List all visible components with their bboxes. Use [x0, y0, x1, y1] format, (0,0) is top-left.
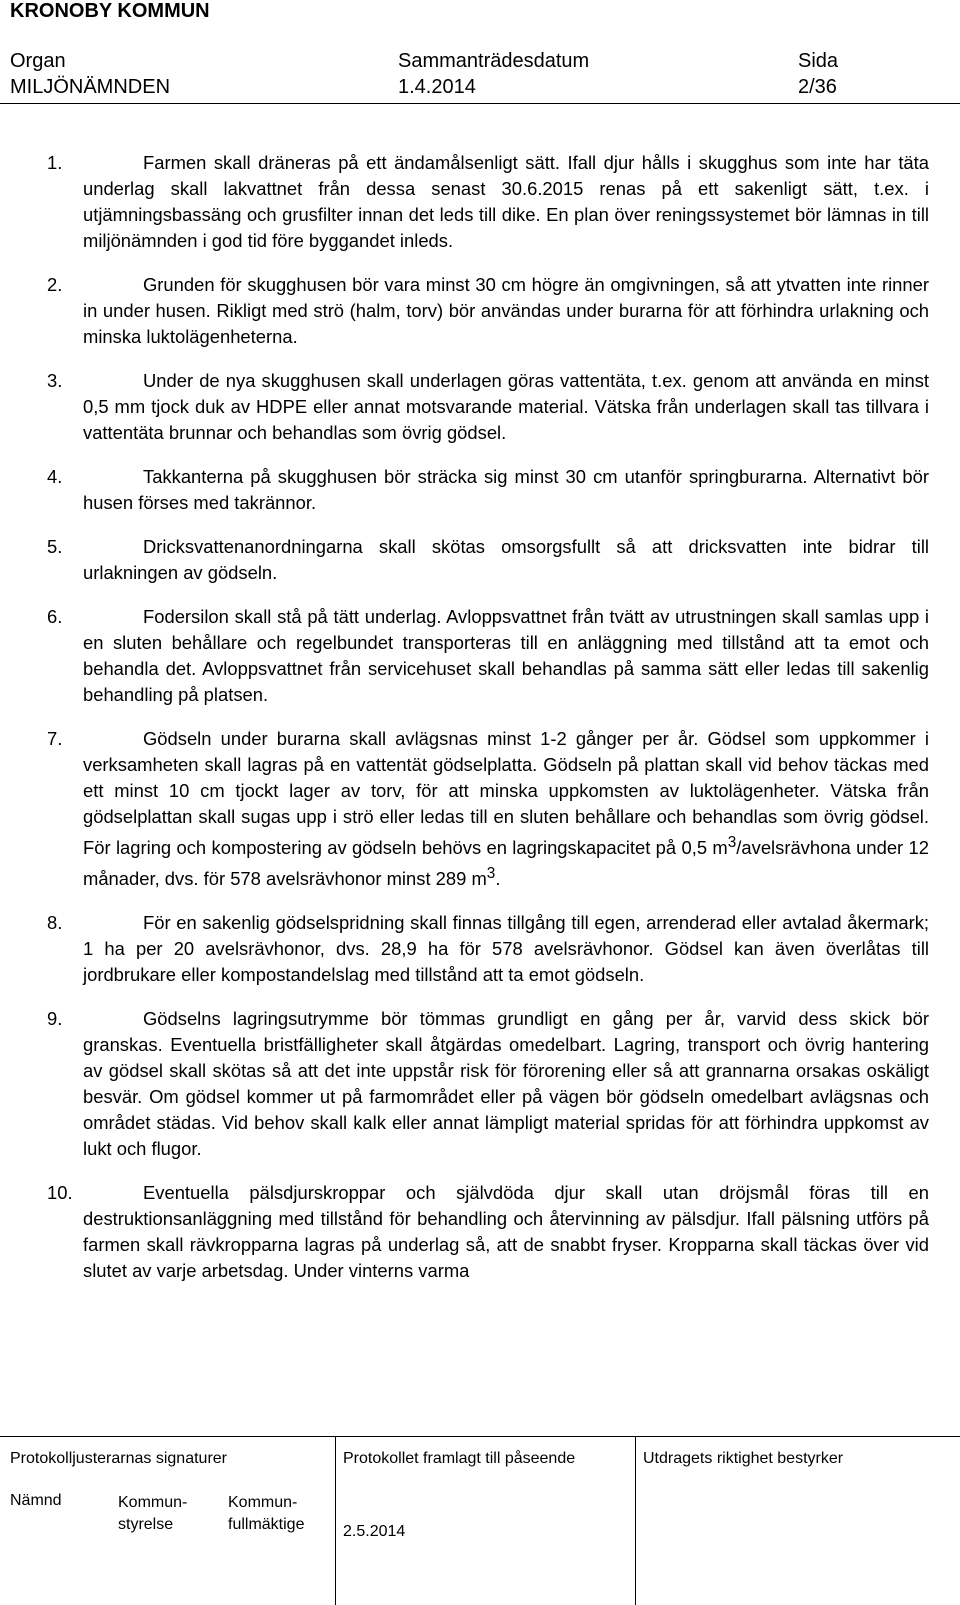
signature-col-namnd: Nämnd: [10, 1492, 62, 1509]
footer-separator: [335, 1436, 336, 1605]
item-text: Farmen skall dräneras på ett ändamålsenligt sätt. Ifall djur hålls i skugghus som inte har täta underlag skall lakvattnet från dessa senast 30.6.2015 renas på ett sakenligt sätt, t.ex. i utjämningsbassäng och grusfilter innan det leds till dike. En plan över reningssystemet bör lämnas in till miljönämnden i god tid före byggandet inleds.: [83, 152, 929, 251]
list-item: [0, 368, 929, 446]
page-label: Sida: [798, 50, 839, 72]
list-item: [0, 534, 929, 586]
list-item: [0, 272, 929, 350]
list-item: [0, 910, 929, 988]
item-number: 2.: [47, 274, 63, 295]
item-text: Fodersilon skall stå på tätt underlag. Avloppsvattnet från tvätt av utrustningen skall samlas upp i en sluten behållare och regelbundet transporteras till en anläggning med tillstånd att ta emot och behandla det. Avloppsvattnet från servicehuset skall behandlas på samma sätt eller ledas till sakenlig behandling på platsen.: [83, 606, 929, 705]
list-item: [0, 1006, 929, 1162]
item-text: För en sakenlig gödselspridning skall finnas tillgång till egen, arrenderad eller avtalad åkermark; 1 ha per 20 avelsrävhonor, dvs. 28,9 ha för 578 avelsrävhonor. Gödsel kan även överlåtas till jordbrukare eller kompostandelslag med tillstånd att ta emot gödseln.: [83, 912, 929, 986]
page-value: 2/36: [798, 76, 837, 98]
item-number: 5.: [47, 536, 63, 557]
item-number: 4.: [47, 466, 63, 487]
item-number: 9.: [47, 1008, 63, 1030]
displayed-date: 2.5.2014: [343, 1523, 406, 1540]
organ-label: Organ: [10, 50, 66, 72]
list-item: [0, 464, 929, 516]
superscript: 3: [727, 834, 737, 851]
list-item: [0, 726, 929, 892]
item-number: 3.: [47, 370, 63, 391]
item-text: .: [495, 868, 501, 890]
item-number: 10.: [47, 1182, 73, 1204]
list-item: [0, 150, 929, 254]
item-text: Gödselns lagringsutrymme bör tömmas grundligt en gång per år, varvid dess skick bör granskas. Eventuella bristfälligheter skall åtgärdas omedelbart. Lagring, transport och övrig hantering av gödsel skall skötas så att det inte uppstår risk för förorening eller så att grannarna orsakas oskäligt besvär. Om gödsel kommer ut på farmområdet eller på vägen bör gödseln omedelbart avlägsnas och området städas. Vid behov skall kalk eller annat lämpligt material spridas för att förhindra uppkomst av lukt och flugor.: [83, 1008, 929, 1160]
municipality-name: KRONOBY KOMMUN: [10, 0, 210, 22]
conditions-list: [0, 150, 960, 1302]
item-text: Grunden för skugghusen bör vara minst 30 cm högre än omgivningen, så att ytvatten inte rinner in under husen. Rikligt med strö (halm, torv) bör användas under burarna för att förhindra urlakning och minska luktolägenheterna.: [83, 274, 929, 347]
item-text: Gödseln under burarna skall avlägsnas minst 1-2 gånger per år. Gödsel som uppkommer i verksamheten skall lagras på en vattentät gödselplatta. Gödseln på plattan skall vid behov täckas med ett minst 10 cm tjockt lager av torv, för att minska uppkomsten av luktolägenheter. Vätska från gödselplattan skall sugas upp i strö eller ledas till en sluten behållare och behandlas som övrig gödsel. För lagring och kompostering av gödseln behövs en lagringskapacitet på 0,5 m: [83, 728, 929, 859]
signature-footer: [0, 1436, 960, 1605]
list-item: [0, 604, 929, 708]
date-value: 1.4.2014: [398, 76, 476, 98]
item-number: 1.: [47, 152, 63, 173]
item-number: 7.: [47, 728, 63, 749]
footer-divider: [0, 1436, 960, 1437]
organ-value: MILJÖNÄMNDEN: [10, 76, 171, 98]
item-text: Takkanterna på skugghusen bör sträcka sig minst 30 cm utanför springburarna. Alternativt bör husen förses med takrännor.: [83, 466, 929, 513]
item-number: 6.: [47, 606, 63, 627]
item-text: /avelsrävhona under 12 månader, dvs. för 578 avelsrävhonor minst 289 m: [83, 837, 929, 890]
header-divider: [0, 103, 960, 104]
item-text: Eventuella pälsdjurskroppar och självdöda djur skall utan dröjsmål föras till en destruktionsanläggning med tillstånd för behandling och återvinning av pälsdjur. Ifall pälsning utförs på farmen skall rävkropparna lagras på underlag så, att de snabbt fryser. Kropparna skall täckas över vid slutet av varje arbetsdag. Under vinterns varma: [83, 1182, 929, 1282]
item-number: 8.: [47, 912, 63, 934]
item-text: Under de nya skugghusen skall underlagen göras vattentäta, t.ex. genom att använda en minst 0,5 mm tjock duk av HDPE eller annat motsvarande material. Vätska från underlagen skall tas tillvara i vattentäta brunnar och behandlas som övrig gödsel.: [83, 370, 929, 443]
list-item: [0, 1180, 929, 1284]
footer-separator: [635, 1436, 636, 1605]
item-text: Dricksvattenanordningarna skall skötas omsorgsfullt så att dricksvatten inte bidrar till urlakningen av gödseln.: [83, 536, 929, 583]
superscript: 3: [486, 865, 496, 883]
extract-label: Utdragets riktighet bestyrker: [643, 1450, 844, 1467]
displayed-label: Protokollet framlagt till påseende: [343, 1450, 576, 1467]
signature-col-styrelse: Kommun- styrelse: [118, 1494, 188, 1533]
signature-col-fullmaktige: Kommun- fullmäktige: [228, 1494, 305, 1533]
date-label: Sammanträdesdatum: [398, 50, 590, 72]
signatures-label: Protokolljusterarnas signaturer: [10, 1450, 227, 1467]
